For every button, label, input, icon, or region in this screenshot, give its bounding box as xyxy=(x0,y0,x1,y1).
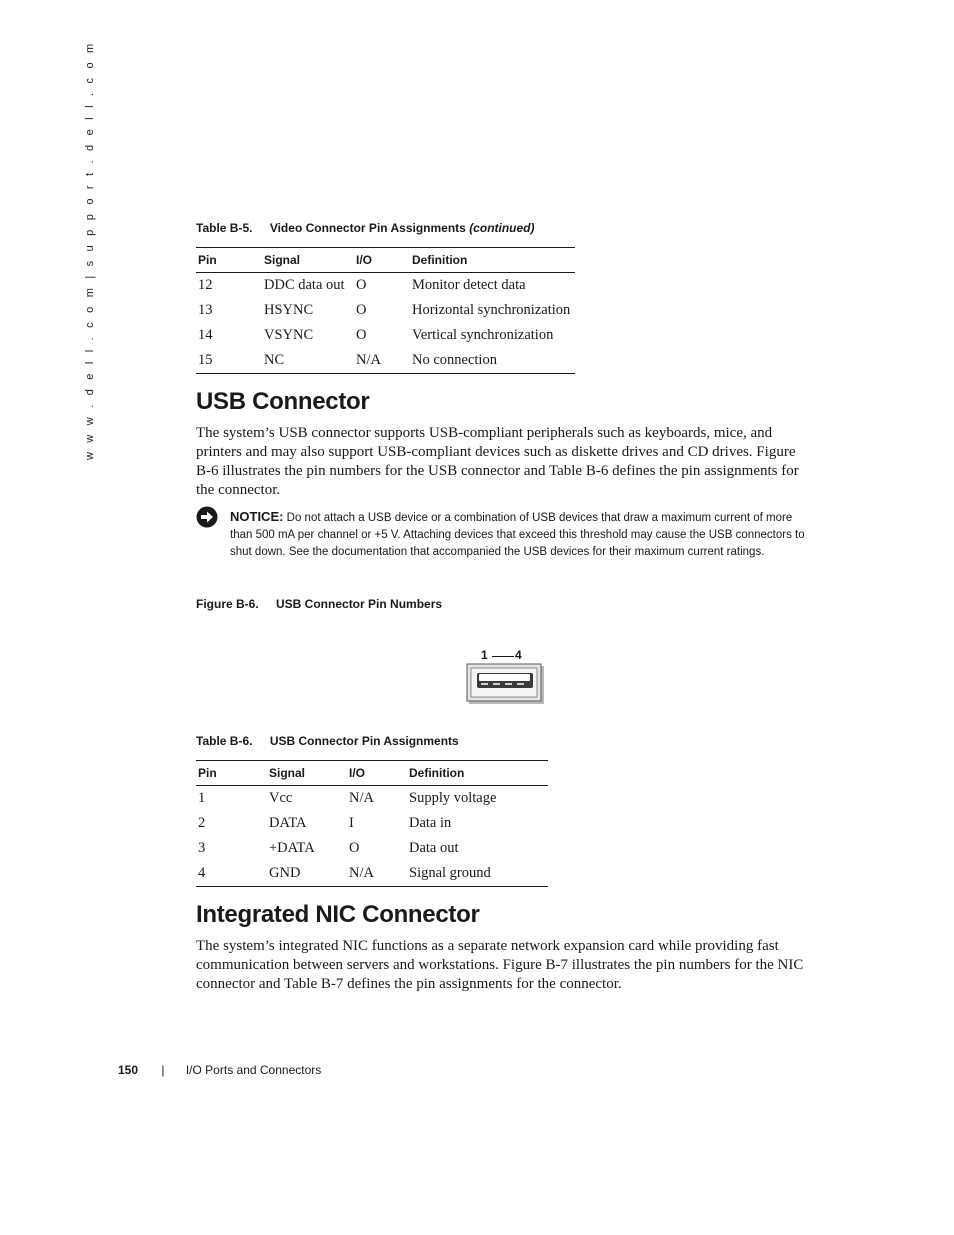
table-b5-caption-label: Table B-5. xyxy=(196,221,253,235)
table-b5-caption xyxy=(196,221,535,235)
table-b5-caption-title: Video Connector Pin Assignments xyxy=(269,221,466,235)
table-cell: Monitor detect data xyxy=(412,277,526,293)
table-cell: 3 xyxy=(198,840,206,856)
notice-text xyxy=(230,508,814,561)
table-b5-caption-suffix: (continued) xyxy=(469,221,535,235)
table-cell: +DATA xyxy=(269,840,315,856)
table-cell: O xyxy=(349,840,360,856)
table-header-cell: Pin xyxy=(196,761,267,786)
table-row xyxy=(196,786,548,812)
table-row xyxy=(196,811,548,836)
notice-body: Do not attach a USB device or a combination of USB devices that draw a maximum current of more than 500 mA per channel or +5 V. Attaching devices that exceed this threshold may cause the USB connectors to shut down. See the documentation that accompanied the USB devices for their maximum current ratings. xyxy=(230,512,805,558)
table-cell: DDC data out xyxy=(264,277,345,293)
table-header-cell: Pin xyxy=(196,248,262,273)
table-cell: Data in xyxy=(409,815,452,831)
table-cell: O xyxy=(356,302,367,318)
footer-separator: | xyxy=(161,1063,165,1077)
table-b6-caption xyxy=(196,734,459,748)
pin-label-end: 4 xyxy=(515,648,522,662)
table-cell: 14 xyxy=(198,327,213,343)
table-header-cell: Signal xyxy=(267,761,347,786)
table-b5 xyxy=(196,247,575,374)
table-cell: 12 xyxy=(198,277,213,293)
table-cell: Supply voltage xyxy=(409,790,497,806)
table-cell: NC xyxy=(262,348,354,374)
sidebar-url: w w w . d e l l . c o m | s u p p o r t . d e l l . c o m xyxy=(84,40,96,460)
figure-b6-caption xyxy=(196,597,442,611)
nic-connector-paragraph: The system’s integrated NIC functions as a separate network expansion card while providing fast communication between servers and workstations. Figure B-7 illustrates the pin numbers for the NIC connector and Table B-7 defines the pin assignments for the connector. xyxy=(196,938,804,992)
usb-connector-heading: USB Connector xyxy=(196,388,370,415)
notice-arrow-icon xyxy=(196,506,218,528)
table-b6 xyxy=(196,760,548,887)
table-row xyxy=(196,836,548,861)
notice-label: NOTICE: xyxy=(230,509,284,524)
usb-connector-paragraph: The system’s USB connector supports USB-compliant peripherals such as keyboards, mice, and printers and may also support USB-compliant devices such as diskette drives and CD drives. Figure B-6 illustrates the pin numbers for the USB connector and Table B-6 defines the pin assignments for the connector. xyxy=(196,425,799,498)
table-cell: Data out xyxy=(409,840,459,856)
table-cell: N/A xyxy=(354,348,410,374)
table-header-cell: Signal xyxy=(262,248,354,273)
table-header-cell: I/O xyxy=(347,761,407,786)
table-header-cell: Definition xyxy=(410,248,575,273)
table-row xyxy=(196,273,575,299)
table-header-cell: Definition xyxy=(407,761,548,786)
table-b6-caption-title: USB Connector Pin Assignments xyxy=(269,734,459,748)
footer-section-title: I/O Ports and Connectors xyxy=(185,1063,322,1077)
table-cell: N/A xyxy=(347,861,407,887)
table-row xyxy=(196,323,575,348)
table-cell: Horizontal synchronization xyxy=(412,302,571,318)
table-cell: Vcc xyxy=(269,790,293,806)
table-cell: No connection xyxy=(410,348,575,374)
table-header-cell: I/O xyxy=(354,248,410,273)
table-cell: O xyxy=(356,327,367,343)
table-cell: HSYNC xyxy=(264,302,314,318)
table-header-row xyxy=(196,761,548,786)
table-cell: Vertical synchronization xyxy=(412,327,554,343)
table-cell: O xyxy=(356,277,367,293)
figure-b6-caption-title: USB Connector Pin Numbers xyxy=(276,597,443,611)
table-cell: 4 xyxy=(196,861,267,887)
table-cell: GND xyxy=(267,861,347,887)
pin-label-start: 1 xyxy=(481,648,488,662)
table-cell: 15 xyxy=(196,348,262,374)
table-row xyxy=(196,861,548,887)
table-cell: I xyxy=(349,815,354,831)
table-cell: 1 xyxy=(198,790,206,806)
table-cell: N/A xyxy=(349,790,374,806)
table-b6-caption-label: Table B-6. xyxy=(196,734,253,748)
table-row xyxy=(196,348,575,374)
usb-connector-figure xyxy=(462,648,546,708)
usb-port-icon xyxy=(466,663,546,705)
table-cell: 13 xyxy=(198,302,213,318)
table-cell: VSYNC xyxy=(264,327,314,343)
table-header-row xyxy=(196,248,575,273)
figure-b6-caption-label: Figure B-6. xyxy=(196,597,259,611)
page-footer xyxy=(118,1063,321,1077)
pin-label-line xyxy=(492,656,514,657)
table-cell: Signal ground xyxy=(407,861,548,887)
nic-connector-heading: Integrated NIC Connector xyxy=(196,901,480,928)
table-cell: 2 xyxy=(198,815,206,831)
table-cell: DATA xyxy=(269,815,307,831)
table-row xyxy=(196,298,575,323)
page-number: 150 xyxy=(118,1063,139,1077)
